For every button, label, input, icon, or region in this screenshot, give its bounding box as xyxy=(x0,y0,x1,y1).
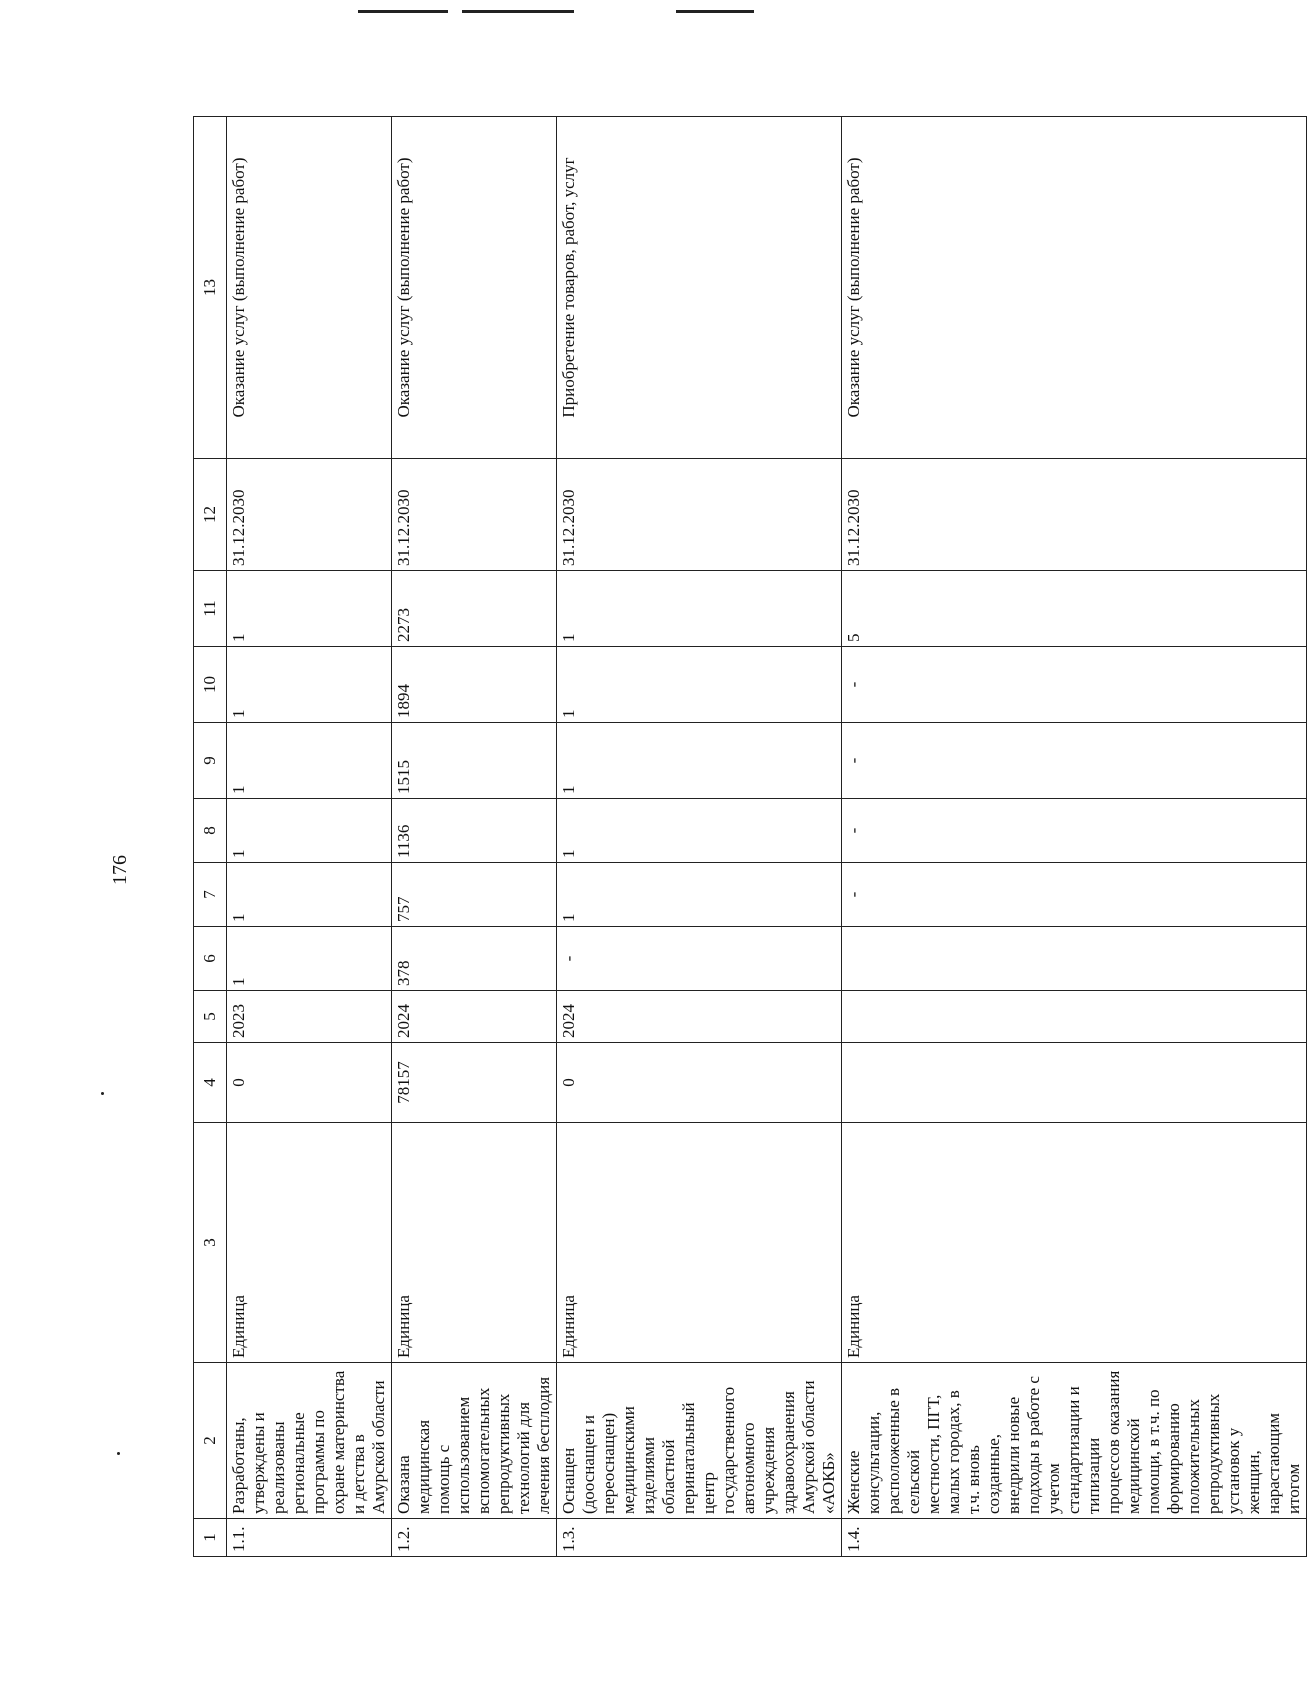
value-cell: 1136 xyxy=(392,799,557,863)
value-cell: - xyxy=(557,927,842,991)
table-row xyxy=(842,117,1307,1557)
unit-cell: Единица xyxy=(227,1123,392,1363)
base-year-cell: 2023 xyxy=(227,991,392,1043)
value-cell: 1 xyxy=(557,799,842,863)
header-cell: 6 xyxy=(194,927,227,991)
value-cell: 1 xyxy=(227,647,392,723)
value-cell: 1 xyxy=(227,799,392,863)
value-cell xyxy=(842,927,1307,991)
date-cell: 31.12.2030 xyxy=(392,459,557,571)
header-cell: 13 xyxy=(194,117,227,459)
value-cell: - xyxy=(842,863,1307,927)
page-number: 176 xyxy=(109,855,131,885)
value-cell: 1 xyxy=(227,571,392,647)
result-type-cell: Оказание услуг (выполнение работ) xyxy=(227,117,392,459)
value-cell: 378 xyxy=(392,927,557,991)
value-cell: 1 xyxy=(227,927,392,991)
date-cell: 31.12.2030 xyxy=(842,459,1307,571)
base-year-cell: 2024 xyxy=(392,991,557,1043)
row-number-cell: 1.3. xyxy=(557,1519,842,1557)
value-cell: - xyxy=(842,723,1307,799)
value-cell: - xyxy=(842,799,1307,863)
indicator-name-cell: Оснащен (дооснащен и переоснащен) медицинскими изделиями областной перинатальный центр государственного автономного учреждения здравоохранения Амурской области «АОКБ» xyxy=(557,1363,842,1519)
value-cell: 1 xyxy=(557,571,842,647)
rotated-table-container xyxy=(193,117,1303,1557)
header-cell: 9 xyxy=(194,723,227,799)
unit-cell: Единица xyxy=(842,1123,1307,1363)
table-row xyxy=(227,117,392,1557)
value-cell: 1515 xyxy=(392,723,557,799)
header-cell: 2 xyxy=(194,1363,227,1519)
header-cell: 1 xyxy=(194,1519,227,1557)
row-number-cell: 1.2. xyxy=(392,1519,557,1557)
value-cell: 5 xyxy=(842,571,1307,647)
value-cell: 757 xyxy=(392,863,557,927)
results-table xyxy=(193,116,1307,1557)
value-cell: 1 xyxy=(557,723,842,799)
scan-smudge xyxy=(462,10,574,13)
value-cell: 1 xyxy=(557,647,842,723)
value-cell: 1 xyxy=(557,863,842,927)
indicator-name-cell: Женские консультации, расположенные в сельской местности, ПГТ, малых городах, в т.ч. вновь созданные, внедрили новые подходы в работе с учетом стандартизации и типизации процессов оказания медицинской помощи, в т.ч. по формированию положительных репродуктивных установок у женщин, нарастающим итогом xyxy=(842,1363,1307,1519)
value-cell: 2273 xyxy=(392,571,557,647)
header-cell: 8 xyxy=(194,799,227,863)
value-cell: 1894 xyxy=(392,647,557,723)
row-number-cell: 1.4. xyxy=(842,1519,1307,1557)
scan-smudge xyxy=(358,10,448,13)
indicator-name-cell: Оказана медицинская помощь с использованием вспомогательных репродуктивных технологий для лечения бесплодия xyxy=(392,1363,557,1519)
date-cell: 31.12.2030 xyxy=(557,459,842,571)
header-cell: 7 xyxy=(194,863,227,927)
value-cell: - xyxy=(842,647,1307,723)
header-cell: 5 xyxy=(194,991,227,1043)
result-type-cell: Приобретение товаров, работ, услуг xyxy=(557,117,842,459)
date-cell: 31.12.2030 xyxy=(227,459,392,571)
scan-smudge xyxy=(676,10,754,13)
row-number-cell: 1.1. xyxy=(227,1519,392,1557)
table-row xyxy=(557,117,842,1557)
header-cell: 11 xyxy=(194,571,227,647)
indicator-name-cell: Разработаны, утверждены и реализованы региональные программы по охране материнства и детства в Амурской области xyxy=(227,1363,392,1519)
unit-cell: Единица xyxy=(392,1123,557,1363)
base-value-cell: 0 xyxy=(557,1043,842,1123)
table-row xyxy=(392,117,557,1557)
base-value-cell xyxy=(842,1043,1307,1123)
result-type-cell: Оказание услуг (выполнение работ) xyxy=(392,117,557,459)
scan-dot xyxy=(117,1452,120,1455)
base-value-cell: 78157 xyxy=(392,1043,557,1123)
header-row xyxy=(194,117,227,1557)
value-cell: 1 xyxy=(227,723,392,799)
result-type-cell: Оказание услуг (выполнение работ) xyxy=(842,117,1307,459)
base-value-cell: 0 xyxy=(227,1043,392,1123)
base-year-cell: 2024 xyxy=(557,991,842,1043)
base-year-cell xyxy=(842,991,1307,1043)
scan-dot xyxy=(101,1092,104,1095)
header-cell: 4 xyxy=(194,1043,227,1123)
unit-cell: Единица xyxy=(557,1123,842,1363)
header-cell: 3 xyxy=(194,1123,227,1363)
value-cell: 1 xyxy=(227,863,392,927)
header-cell: 10 xyxy=(194,647,227,723)
header-cell: 12 xyxy=(194,459,227,571)
